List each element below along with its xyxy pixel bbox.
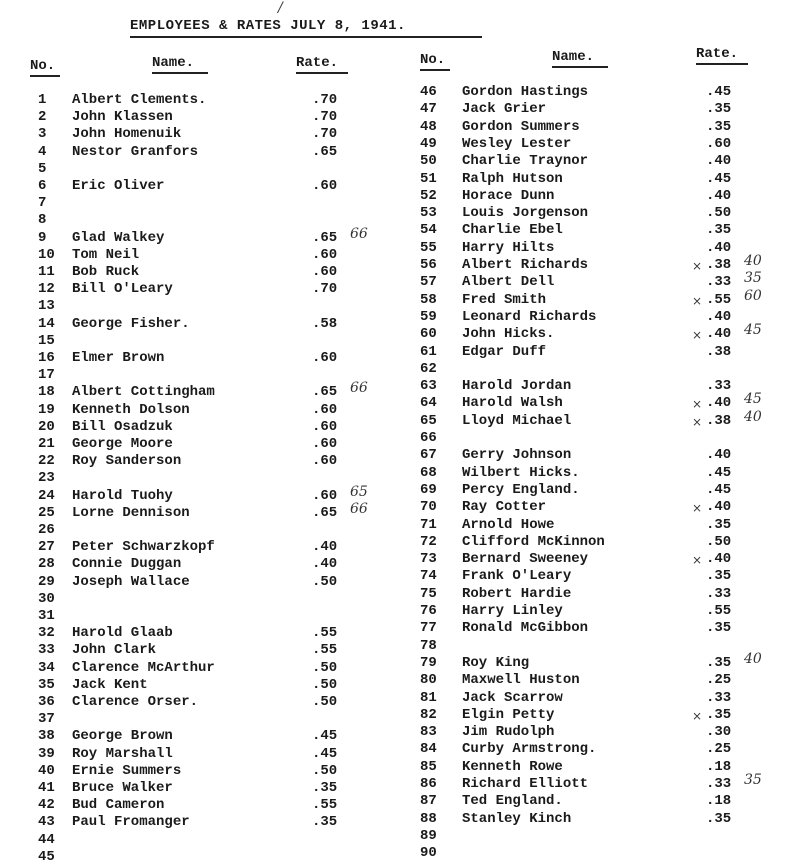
- header-rate-left: Rate.: [296, 55, 339, 71]
- employee-name: John Homenuik: [72, 126, 182, 143]
- employee-number: 26: [38, 522, 55, 538]
- employee-number: 59: [420, 308, 437, 325]
- handwritten-rate: 66: [350, 500, 368, 517]
- handwritten-rate: 40: [744, 253, 762, 269]
- employee-rate: .33: [706, 776, 732, 792]
- employee-number: 71: [420, 516, 437, 533]
- employee-name: Albert Cottingham: [72, 384, 215, 401]
- employee-rate: .35: [706, 222, 732, 239]
- employee-name: Jack Kent: [72, 676, 148, 693]
- header-no-left-rule: [30, 75, 60, 77]
- employee-number: 18: [38, 384, 55, 401]
- employee-rate: .35: [706, 118, 732, 135]
- employee-name: Roy Sanderson: [72, 453, 182, 470]
- employee-number: 28: [38, 556, 55, 573]
- employee-number: 58: [420, 291, 437, 308]
- employee-number: 15: [38, 332, 55, 349]
- employee-name: Roy King: [462, 654, 530, 671]
- employee-name: Ray Cotter: [462, 499, 547, 516]
- employee-number: 72: [420, 533, 437, 550]
- employee-number: 56: [420, 257, 437, 273]
- employee-rate: .40: [706, 447, 732, 464]
- employee-name: Harry Hilts: [462, 239, 555, 256]
- employee-rate: .45: [706, 170, 732, 187]
- header-name-right-rule: [552, 66, 608, 68]
- header-no-right: No.: [420, 52, 446, 68]
- employee-number: 1: [38, 92, 47, 108]
- document-title: EMPLOYEES & RATES JULY 8, 1941.: [130, 18, 406, 34]
- employee-rate: .55: [706, 291, 732, 308]
- employee-number: 66: [420, 430, 437, 446]
- employee-number: 29: [38, 573, 55, 590]
- employee-name: Roy Marshall: [72, 745, 173, 762]
- employee-rate: .18: [706, 758, 732, 775]
- employee-number: 68: [420, 464, 437, 481]
- employee-name: Stanley Kinch: [462, 810, 572, 827]
- employee-name: Jack Grier: [462, 101, 547, 118]
- x-mark-icon: ×: [692, 501, 703, 516]
- employee-rate: .60: [312, 350, 338, 366]
- employee-name: Bill Osadzuk: [72, 418, 173, 435]
- employee-name: Elmer Brown: [72, 350, 165, 366]
- employee-rate: .70: [312, 126, 338, 143]
- employee-number: 82: [420, 706, 437, 723]
- employee-rate: .45: [706, 464, 732, 481]
- header-rate-right: Rate.: [696, 46, 739, 62]
- employee-number: 33: [38, 642, 55, 659]
- employee-name: Nestor Granfors: [72, 143, 199, 160]
- employee-number: 89: [420, 827, 437, 844]
- employee-name: Frank O'Leary: [462, 568, 572, 585]
- employee-rate: .60: [706, 135, 732, 152]
- employee-number: 55: [420, 239, 437, 256]
- employee-rate: .60: [312, 453, 338, 470]
- employee-name: Lloyd Michael: [462, 412, 572, 429]
- employee-number: 37: [38, 711, 55, 728]
- employee-number: 10: [38, 246, 55, 263]
- employee-name: Jim Rudolph: [462, 724, 555, 741]
- employee-rate: .25: [706, 741, 732, 758]
- employee-name: Louis Jorgenson: [462, 205, 589, 222]
- handwritten-rate: 40: [744, 650, 762, 667]
- employee-number: 73: [420, 551, 437, 568]
- employee-rate: .40: [706, 308, 732, 325]
- employee-name: Wesley Lester: [462, 135, 572, 152]
- employee-rate: .18: [706, 793, 732, 810]
- employee-number: 65: [420, 412, 437, 429]
- employee-number: 7: [38, 195, 47, 212]
- employee-name: Ronald McGibbon: [462, 620, 589, 637]
- employee-rate: .35: [706, 810, 732, 827]
- employee-number: 32: [38, 625, 55, 642]
- employee-rate: .50: [312, 659, 338, 676]
- employee-number: 42: [38, 797, 55, 814]
- employee-rate: .60: [312, 436, 338, 452]
- employee-number: 20: [38, 418, 55, 435]
- employee-number: 90: [420, 845, 437, 862]
- employee-rate: .60: [312, 487, 338, 504]
- employee-rate: .40: [706, 153, 732, 170]
- employee-name: Ralph Hutson: [462, 170, 563, 187]
- employee-name: Charlie Ebel: [462, 222, 563, 239]
- employee-rate: .60: [312, 178, 338, 194]
- employee-number: 83: [420, 724, 437, 741]
- employee-number: 85: [420, 758, 437, 775]
- x-mark-icon: ×: [692, 414, 703, 429]
- employee-rate: .60: [312, 246, 338, 263]
- employee-name: Ernie Summers: [72, 762, 182, 779]
- employee-name: Richard Elliott: [462, 776, 589, 792]
- x-mark-icon: ×: [692, 293, 703, 308]
- handwritten-rate: 66: [350, 225, 368, 242]
- employee-rate: .40: [706, 326, 732, 343]
- employee-rate: .35: [706, 568, 732, 585]
- employee-name: Bud Cameron: [72, 797, 165, 814]
- employee-rate: .35: [706, 620, 732, 637]
- employee-name: Harold Tuohy: [72, 487, 173, 504]
- employee-name: Albert Clements.: [72, 92, 207, 108]
- employee-name: Albert Dell: [462, 274, 555, 291]
- employee-number: 11: [38, 264, 55, 280]
- employee-number: 9: [38, 229, 47, 246]
- employee-number: 81: [420, 689, 437, 706]
- employee-rate: .55: [312, 797, 338, 814]
- employee-number: 13: [38, 298, 55, 315]
- employee-number: 30: [38, 590, 55, 607]
- employee-name: Joseph Wallace: [72, 573, 190, 590]
- employee-name: Paul Fromanger: [72, 814, 190, 831]
- employee-rate: .70: [312, 92, 338, 108]
- employee-name: Bill O'Leary: [72, 281, 173, 298]
- employee-name: Robert Hardie: [462, 585, 572, 602]
- employee-rate: .35: [706, 654, 732, 671]
- x-mark-icon: ×: [692, 553, 703, 568]
- employee-rate: .40: [312, 539, 338, 556]
- employee-rate: .50: [706, 533, 732, 550]
- employee-rate: .38: [706, 257, 732, 273]
- handwritten-rate: 65: [350, 483, 368, 500]
- employee-name: Gerry Johnson: [462, 447, 572, 464]
- employee-rate: .50: [312, 762, 338, 779]
- employee-number: 86: [420, 776, 437, 792]
- employee-name: Harold Walsh: [462, 395, 563, 412]
- employee-number: 61: [420, 343, 437, 360]
- employee-rate: .45: [706, 481, 732, 498]
- employee-rate: .40: [706, 187, 732, 204]
- employee-name: Wilbert Hicks.: [462, 464, 580, 481]
- employee-number: 53: [420, 205, 437, 222]
- employee-name: Arnold Howe: [462, 516, 555, 533]
- employee-number: 21: [38, 436, 55, 452]
- employee-number: 63: [420, 378, 437, 395]
- employee-number: 35: [38, 676, 55, 693]
- employee-name: Jack Scarrow: [462, 689, 563, 706]
- employee-name: Connie Duggan: [72, 556, 182, 573]
- employee-name: Clarence Orser.: [72, 694, 199, 710]
- employee-name: Albert Richards: [462, 257, 589, 273]
- employee-name: Bruce Walker: [72, 780, 173, 796]
- employee-number: 84: [420, 741, 437, 758]
- employee-rate: .60: [312, 401, 338, 418]
- employee-name: John Hicks.: [462, 326, 555, 343]
- employee-number: 69: [420, 481, 437, 498]
- employee-rate: .33: [706, 274, 732, 291]
- employee-number: 12: [38, 281, 55, 298]
- employee-rate: .50: [706, 205, 732, 222]
- employee-number: 38: [38, 728, 55, 745]
- employee-name: Eric Oliver: [72, 178, 165, 194]
- employee-name: Harry Linley: [462, 603, 563, 619]
- employee-name: Glad Walkey: [72, 229, 165, 246]
- employee-rate: .25: [706, 672, 732, 689]
- header-no-right-rule: [420, 69, 450, 71]
- employee-number: 50: [420, 153, 437, 170]
- employee-number: 78: [420, 637, 437, 654]
- handwritten-rate: 45: [744, 322, 762, 339]
- x-mark-icon: ×: [692, 259, 703, 273]
- employee-name: Horace Dunn: [462, 187, 555, 204]
- employee-number: 60: [420, 326, 437, 343]
- header-rate-right-rule: [696, 63, 748, 65]
- employee-rate: .45: [312, 745, 338, 762]
- handwritten-rate: 40: [744, 408, 762, 425]
- employee-rate: .33: [706, 689, 732, 706]
- employee-number: 46: [420, 84, 437, 100]
- employee-rate: .60: [312, 418, 338, 435]
- employee-number: 43: [38, 814, 55, 831]
- handwritten-rate: 60: [744, 287, 762, 304]
- employee-number: 23: [38, 470, 55, 487]
- employee-number: 22: [38, 453, 55, 470]
- header-no-left: No.: [30, 58, 56, 74]
- employee-name: Kenneth Dolson: [72, 401, 190, 418]
- employee-number: 79: [420, 654, 437, 671]
- employee-number: 16: [38, 350, 55, 366]
- employee-number: 41: [38, 780, 55, 796]
- employee-number: 70: [420, 499, 437, 516]
- employee-name: Gordon Summers: [462, 118, 580, 135]
- employee-number: 2: [38, 109, 47, 126]
- employee-number: 25: [38, 504, 55, 521]
- employee-name: Curby Armstrong.: [462, 741, 597, 758]
- employee-rate: .50: [312, 694, 338, 710]
- employee-number: 6: [38, 178, 47, 194]
- employee-name: Charlie Traynor: [462, 153, 589, 170]
- employee-name: Clarence McArthur: [72, 659, 215, 676]
- employee-number: 48: [420, 118, 437, 135]
- employee-name: Edgar Duff: [462, 343, 547, 360]
- employee-number: 3: [38, 126, 47, 143]
- employee-rate: .35: [312, 780, 338, 796]
- employee-number: 54: [420, 222, 437, 239]
- employee-rate: .55: [706, 603, 732, 619]
- employee-number: 87: [420, 793, 437, 810]
- employee-rate: .40: [706, 239, 732, 256]
- employee-rate: .35: [706, 706, 732, 723]
- employee-name: Peter Schwarzkopf: [72, 539, 215, 556]
- employee-name: Elgin Petty: [462, 706, 555, 723]
- employee-rate: .65: [312, 143, 338, 160]
- employee-rate: .38: [706, 343, 732, 360]
- employee-rate: .65: [312, 504, 338, 521]
- employee-rate: .38: [706, 412, 732, 429]
- employee-name: Ted England.: [462, 793, 563, 810]
- employee-rate: .60: [312, 264, 338, 280]
- employee-number: 34: [38, 659, 55, 676]
- employee-rate: .45: [312, 728, 338, 745]
- employee-name: Bernard Sweeney: [462, 551, 589, 568]
- header-name-left-rule: [152, 72, 208, 74]
- employee-number: 80: [420, 672, 437, 689]
- employee-number: 49: [420, 135, 437, 152]
- employee-number: 76: [420, 603, 437, 619]
- employee-rate: .65: [312, 229, 338, 246]
- employee-number: 27: [38, 539, 55, 556]
- x-mark-icon: ×: [692, 708, 703, 723]
- employee-name: John Clark: [72, 642, 157, 659]
- title-mark: /: [278, 0, 283, 16]
- employee-number: 51: [420, 170, 437, 187]
- employee-rate: .50: [312, 573, 338, 590]
- employee-rate: .40: [312, 556, 338, 573]
- employee-number: 52: [420, 187, 437, 204]
- employee-number: 5: [38, 160, 47, 177]
- employee-number: 88: [420, 810, 437, 827]
- x-mark-icon: ×: [692, 397, 703, 412]
- employee-name: Fred Smith: [462, 291, 547, 308]
- employee-number: 74: [420, 568, 437, 585]
- employee-number: 62: [420, 360, 437, 377]
- employee-rate: .55: [312, 642, 338, 659]
- employee-name: Gordon Hastings: [462, 84, 589, 100]
- employee-number: 31: [38, 608, 55, 624]
- employee-rate: .35: [706, 516, 732, 533]
- header-rate-left-rule: [296, 72, 348, 74]
- employee-rate: .40: [706, 499, 732, 516]
- employee-number: 24: [38, 487, 55, 504]
- employee-number: 67: [420, 447, 437, 464]
- employee-rate: .40: [706, 551, 732, 568]
- employee-rate: .40: [706, 395, 732, 412]
- employee-number: 8: [38, 212, 47, 229]
- employee-name: George Brown: [72, 728, 173, 745]
- employee-number: 57: [420, 274, 437, 291]
- employee-name: Leonard Richards: [462, 308, 597, 325]
- employee-rate: .70: [312, 109, 338, 126]
- employee-name: Bob Ruck: [72, 264, 140, 280]
- employee-name: Clifford McKinnon: [462, 533, 605, 550]
- employee-rate: .30: [706, 724, 732, 741]
- employee-rate: .33: [706, 378, 732, 395]
- employee-rate: .45: [706, 84, 732, 100]
- employee-name: George Fisher.: [72, 315, 190, 332]
- title-underline: [130, 36, 482, 38]
- employee-number: 4: [38, 143, 47, 160]
- employee-name: Kenneth Rowe: [462, 758, 563, 775]
- handwritten-rate: 45: [744, 391, 762, 408]
- employee-rate: .33: [706, 585, 732, 602]
- employee-name: John Klassen: [72, 109, 173, 126]
- employee-rate: .65: [312, 384, 338, 401]
- employee-rate: .58: [312, 315, 338, 332]
- handwritten-rate: 66: [350, 380, 368, 397]
- employee-number: 14: [38, 315, 55, 332]
- employee-number: 64: [420, 395, 437, 412]
- x-mark-icon: ×: [692, 328, 703, 343]
- header-name-right: Name.: [552, 49, 595, 65]
- employee-name: Tom Neil: [72, 246, 140, 263]
- employee-name: Lorne Dennison: [72, 504, 190, 521]
- employee-number: 47: [420, 101, 437, 118]
- employee-name: Harold Jordan: [462, 378, 572, 395]
- handwritten-rate: 35: [744, 772, 762, 788]
- employee-name: Percy England.: [462, 481, 580, 498]
- employee-rate: .35: [706, 101, 732, 118]
- employee-number: 40: [38, 762, 55, 779]
- employee-name: Harold Glaab: [72, 625, 173, 642]
- employee-rate: .35: [312, 814, 338, 831]
- header-name-left: Name.: [152, 55, 195, 71]
- employee-number: 75: [420, 585, 437, 602]
- employee-number: 44: [38, 831, 55, 848]
- employee-rate: .70: [312, 281, 338, 298]
- employee-number: 39: [38, 745, 55, 762]
- employee-rate: .50: [312, 676, 338, 693]
- employee-number: 77: [420, 620, 437, 637]
- handwritten-rate: 35: [744, 270, 762, 287]
- employee-name: Maxwell Huston: [462, 672, 580, 689]
- employee-name: George Moore: [72, 436, 173, 452]
- employee-number: 17: [38, 367, 55, 384]
- employee-number: 45: [38, 848, 55, 865]
- employee-number: 19: [38, 401, 55, 418]
- employee-rate: .55: [312, 625, 338, 642]
- employee-number: 36: [38, 694, 55, 710]
